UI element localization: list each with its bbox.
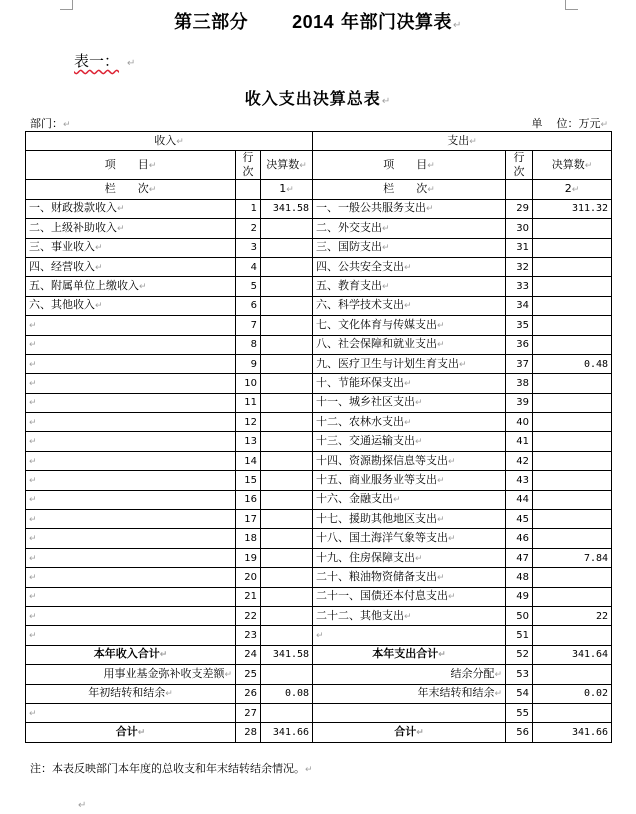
column-label: 栏 次↵: [26, 180, 236, 199]
expense-item: 二十、粮油物资储备支出↵: [313, 568, 506, 587]
expense-amount: [533, 490, 612, 509]
income-amount: 341.58: [261, 199, 313, 218]
expense-item: 二十二、其他支出↵: [313, 606, 506, 625]
expense-item: 四、公共安全支出↵: [313, 257, 506, 276]
unit-label: [531, 115, 608, 131]
blank-cell: [261, 703, 313, 722]
row-number: 45: [506, 510, 533, 529]
row-number: 54: [506, 684, 533, 703]
fund-amount: [261, 665, 313, 684]
income-amount: [261, 374, 313, 393]
row-number: 21: [236, 587, 261, 606]
row-number: 41: [506, 432, 533, 451]
row-number: 9: [236, 354, 261, 373]
row-number: 19: [236, 548, 261, 567]
row-number: 23: [236, 626, 261, 645]
paragraph-mark: ↵: [127, 58, 136, 69]
year-income-total-label: 本年收入合计↵: [26, 645, 236, 664]
expense-item: 八、社会保障和就业支出↵: [313, 335, 506, 354]
row-number: 40: [506, 413, 533, 432]
expense-amount: 22: [533, 606, 612, 625]
table-row: [26, 626, 612, 645]
table-row: [26, 354, 612, 373]
row-number: 34: [506, 296, 533, 315]
table-row: [26, 548, 612, 567]
distribution-label: 结余分配↵: [313, 665, 506, 684]
expense-item: 十、节能环保支出↵: [313, 374, 506, 393]
income-item: ↵: [26, 451, 236, 470]
table-row: [26, 568, 612, 587]
row-number: 25: [236, 665, 261, 684]
table-label-text: 表一：: [74, 52, 120, 70]
expense-amount: [533, 529, 612, 548]
income-amount: [261, 568, 313, 587]
row-number: 36: [506, 335, 533, 354]
expense-item: 十六、金融支出↵: [313, 490, 506, 509]
income-row-no-header: 行 次: [236, 151, 261, 180]
grand-total-income-amount: 341.66: [261, 723, 313, 742]
grand-total-expense-amount: 341.66: [533, 723, 612, 742]
row-number: 33: [506, 277, 533, 296]
table-row: [26, 238, 612, 257]
expense-item: 十九、住房保障支出↵: [313, 548, 506, 567]
expense-item: 十三、交通运输支出↵: [313, 432, 506, 451]
row-number: 24: [236, 645, 261, 664]
row-number: 44: [506, 490, 533, 509]
department-label-text: 部门：: [30, 117, 63, 130]
table-row: [26, 335, 612, 354]
expense-item: 一、一般公共服务支出↵: [313, 199, 506, 218]
column-index-empty: [236, 180, 261, 199]
expense-row-no-header: 行 次: [506, 151, 533, 180]
income-item: ↵: [26, 606, 236, 625]
income-item: ↵: [26, 413, 236, 432]
row-number: 5: [236, 277, 261, 296]
row-number: 2: [236, 219, 261, 238]
unit-label-value: 位：万元: [556, 117, 601, 130]
row-number: 28: [236, 723, 261, 742]
income-amount: [261, 413, 313, 432]
income-amount: [261, 335, 313, 354]
income-item: 六、其他收入↵: [26, 296, 236, 315]
table-row: [26, 199, 612, 218]
year-expense-total-label: 本年支出合计↵: [313, 645, 506, 664]
fund-row: [26, 665, 612, 684]
income-amount-header: 决算数↵: [261, 151, 313, 180]
row-number: 30: [506, 219, 533, 238]
income-amount: [261, 296, 313, 315]
income-item: ↵: [26, 354, 236, 373]
table-row: [26, 277, 612, 296]
income-amount: [261, 238, 313, 257]
expense-item: 十一、城乡社区支出↵: [313, 393, 506, 412]
income-amount: [261, 587, 313, 606]
income-item: 四、经营收入↵: [26, 257, 236, 276]
income-item: 二、上级补助收入↵: [26, 219, 236, 238]
income-item: ↵: [26, 548, 236, 567]
begin-carryover-amount: 0.08: [261, 684, 313, 703]
income-item: ↵: [26, 490, 236, 509]
expense-amount: [533, 277, 612, 296]
header-row-columns: [26, 151, 612, 180]
row-number: 43: [506, 471, 533, 490]
income-item: ↵: [26, 568, 236, 587]
year-expense-total-amount: 341.64: [533, 645, 612, 664]
table-note-text: 注：本表反映部门本年度的总收支和年末结转结余情况。: [30, 762, 305, 775]
income-amount: [261, 606, 313, 625]
expense-amount: [533, 432, 612, 451]
column-label: 栏 次↵: [313, 180, 506, 199]
column-index-row: [26, 180, 612, 199]
expense-item: 十八、国土海洋气象等支出↵: [313, 529, 506, 548]
income-amount: [261, 257, 313, 276]
expense-item: 六、科学技术支出↵: [313, 296, 506, 315]
unit-label-text: 单: [531, 117, 543, 130]
table-row: [26, 393, 612, 412]
row-number: 13: [236, 432, 261, 451]
row-number: 3: [236, 238, 261, 257]
table-row: [26, 606, 612, 625]
page-title: [0, 8, 636, 34]
expense-item: 十七、援助其他地区支出↵: [313, 510, 506, 529]
column-index-empty: [506, 180, 533, 199]
table-title-text: 收入支出决算总表: [244, 89, 381, 108]
row-number: 55: [506, 703, 533, 722]
table-row: [26, 471, 612, 490]
row-number: 29: [506, 199, 533, 218]
column-index-expense: 2↵: [533, 180, 612, 199]
row-number: 39: [506, 393, 533, 412]
income-amount: [261, 393, 313, 412]
expense-amount: [533, 568, 612, 587]
table-row: [26, 587, 612, 606]
expense-amount: [533, 471, 612, 490]
expense-item: 十五、商业服务业等支出↵: [313, 471, 506, 490]
income-amount: [261, 277, 313, 296]
expense-item: 九、医疗卫生与计划生育支出↵: [313, 354, 506, 373]
income-item: ↵: [26, 316, 236, 335]
end-carryover-label: 年末结转和结余↵: [313, 684, 506, 703]
income-amount: [261, 316, 313, 335]
row-number: 16: [236, 490, 261, 509]
row-number: 12: [236, 413, 261, 432]
title-part: 第三部分: [174, 12, 249, 33]
row-number: 20: [236, 568, 261, 587]
row-number: 51: [506, 626, 533, 645]
table-row: [26, 529, 612, 548]
row-number: 50: [506, 606, 533, 625]
income-amount: [261, 490, 313, 509]
table-row: [26, 296, 612, 315]
table-row: [26, 510, 612, 529]
expense-amount: [533, 238, 612, 257]
expense-item-header: 项 目↵: [313, 151, 506, 180]
income-item-header: 项 目↵: [26, 151, 236, 180]
end-carryover-amount: 0.02: [533, 684, 612, 703]
income-amount: [261, 626, 313, 645]
table-label: [74, 50, 135, 71]
expense-amount: [533, 587, 612, 606]
begin-carryover-label: 年初结转和结余↵: [26, 684, 236, 703]
table-note: [30, 760, 313, 776]
row-number: 8: [236, 335, 261, 354]
expense-amount: [533, 335, 612, 354]
income-item: ↵: [26, 529, 236, 548]
expense-item: 二、外交支出↵: [313, 219, 506, 238]
row-number: 53: [506, 665, 533, 684]
expense-amount: [533, 451, 612, 470]
row-number: 52: [506, 645, 533, 664]
expense-amount: [533, 296, 612, 315]
expense-header: 支出↵: [313, 132, 612, 151]
row-number: 15: [236, 471, 261, 490]
income-item: 五、附属单位上缴收入↵: [26, 277, 236, 296]
row-number: 22: [236, 606, 261, 625]
title-rest: 年部门决算表: [340, 12, 452, 33]
row-number: 37: [506, 354, 533, 373]
paragraph-mark: ↵: [305, 765, 313, 775]
expense-item: 十四、资源勘探信息等支出↵: [313, 451, 506, 470]
row-number: 48: [506, 568, 533, 587]
row-number: 47: [506, 548, 533, 567]
expense-amount: [533, 257, 612, 276]
expense-item: ↵: [313, 626, 506, 645]
income-item: ↵: [26, 626, 236, 645]
income-amount: [261, 548, 313, 567]
paragraph-mark: ↵: [381, 96, 392, 107]
blank-cell: ↵: [26, 703, 236, 722]
row-number: 11: [236, 393, 261, 412]
blank-cell: [533, 703, 612, 722]
row-number: 42: [506, 451, 533, 470]
expense-amount: [533, 393, 612, 412]
expense-amount-header: 决算数↵: [533, 151, 612, 180]
expense-amount: [533, 374, 612, 393]
income-amount: [261, 432, 313, 451]
table-row: [26, 413, 612, 432]
income-amount: [261, 451, 313, 470]
blank-cell: [313, 703, 506, 722]
paragraph-mark: ↵: [452, 20, 462, 31]
expense-amount: 0.48: [533, 354, 612, 373]
income-amount: [261, 510, 313, 529]
income-item: ↵: [26, 510, 236, 529]
row-number: 49: [506, 587, 533, 606]
row-number: 32: [506, 257, 533, 276]
table-row: [26, 432, 612, 451]
table-row: [26, 374, 612, 393]
paragraph-mark: ↵: [63, 120, 71, 130]
year-total-row: [26, 645, 612, 664]
income-item: ↵: [26, 393, 236, 412]
row-number: 35: [506, 316, 533, 335]
income-item: ↵: [26, 587, 236, 606]
table-title: [0, 86, 636, 109]
income-item: ↵: [26, 374, 236, 393]
department-label: [30, 115, 71, 131]
row-number: 26: [236, 684, 261, 703]
row-number: 56: [506, 723, 533, 742]
blank-row: [26, 703, 612, 722]
income-item: ↵: [26, 335, 236, 354]
row-number: 14: [236, 451, 261, 470]
title-year: 2014: [292, 12, 335, 32]
income-item: ↵: [26, 432, 236, 451]
income-item: 一、财政拨款收入↵: [26, 199, 236, 218]
row-number: 18: [236, 529, 261, 548]
income-item: ↵: [26, 471, 236, 490]
income-amount: [261, 354, 313, 373]
expense-amount: 7.84: [533, 548, 612, 567]
table-row: [26, 451, 612, 470]
distribution-amount: [533, 665, 612, 684]
expense-amount: [533, 510, 612, 529]
row-number: 38: [506, 374, 533, 393]
expense-item: 十二、农林水支出↵: [313, 413, 506, 432]
row-number: 46: [506, 529, 533, 548]
year-income-total-amount: 341.58: [261, 645, 313, 664]
grand-total-expense-label: 合计↵: [313, 723, 506, 742]
income-expense-table: [25, 131, 612, 743]
table-row: [26, 257, 612, 276]
income-amount: [261, 529, 313, 548]
income-amount: [261, 471, 313, 490]
expense-item: 二十一、国债还本付息支出↵: [313, 587, 506, 606]
row-number: 1: [236, 199, 261, 218]
row-number: 6: [236, 296, 261, 315]
expense-amount: [533, 626, 612, 645]
income-header: 收入↵: [26, 132, 313, 151]
row-number: 10: [236, 374, 261, 393]
expense-item: 三、国防支出↵: [313, 238, 506, 257]
carryover-row: [26, 684, 612, 703]
expense-item: 七、文化体育与传媒支出↵: [313, 316, 506, 335]
column-index-income: 1↵: [261, 180, 313, 199]
row-number: 7: [236, 316, 261, 335]
expense-amount: [533, 413, 612, 432]
grand-total-income-label: 合计↵: [26, 723, 236, 742]
income-amount: [261, 219, 313, 238]
paragraph-mark: ↵: [600, 120, 608, 130]
paragraph-mark: ↵: [78, 800, 87, 811]
expense-amount: 311.32: [533, 199, 612, 218]
table-row: [26, 490, 612, 509]
income-item: 三、事业收入↵: [26, 238, 236, 257]
table-row: [26, 316, 612, 335]
expense-amount: [533, 219, 612, 238]
fund-label: 用事业基金弥补收支差额↵: [26, 665, 236, 684]
row-number: 31: [506, 238, 533, 257]
row-number: 4: [236, 257, 261, 276]
grand-total-row: [26, 723, 612, 742]
table-row: [26, 219, 612, 238]
header-row-sections: [26, 132, 612, 151]
row-number: 27: [236, 703, 261, 722]
expense-item: 五、教育支出↵: [313, 277, 506, 296]
expense-amount: [533, 316, 612, 335]
row-number: 17: [236, 510, 261, 529]
